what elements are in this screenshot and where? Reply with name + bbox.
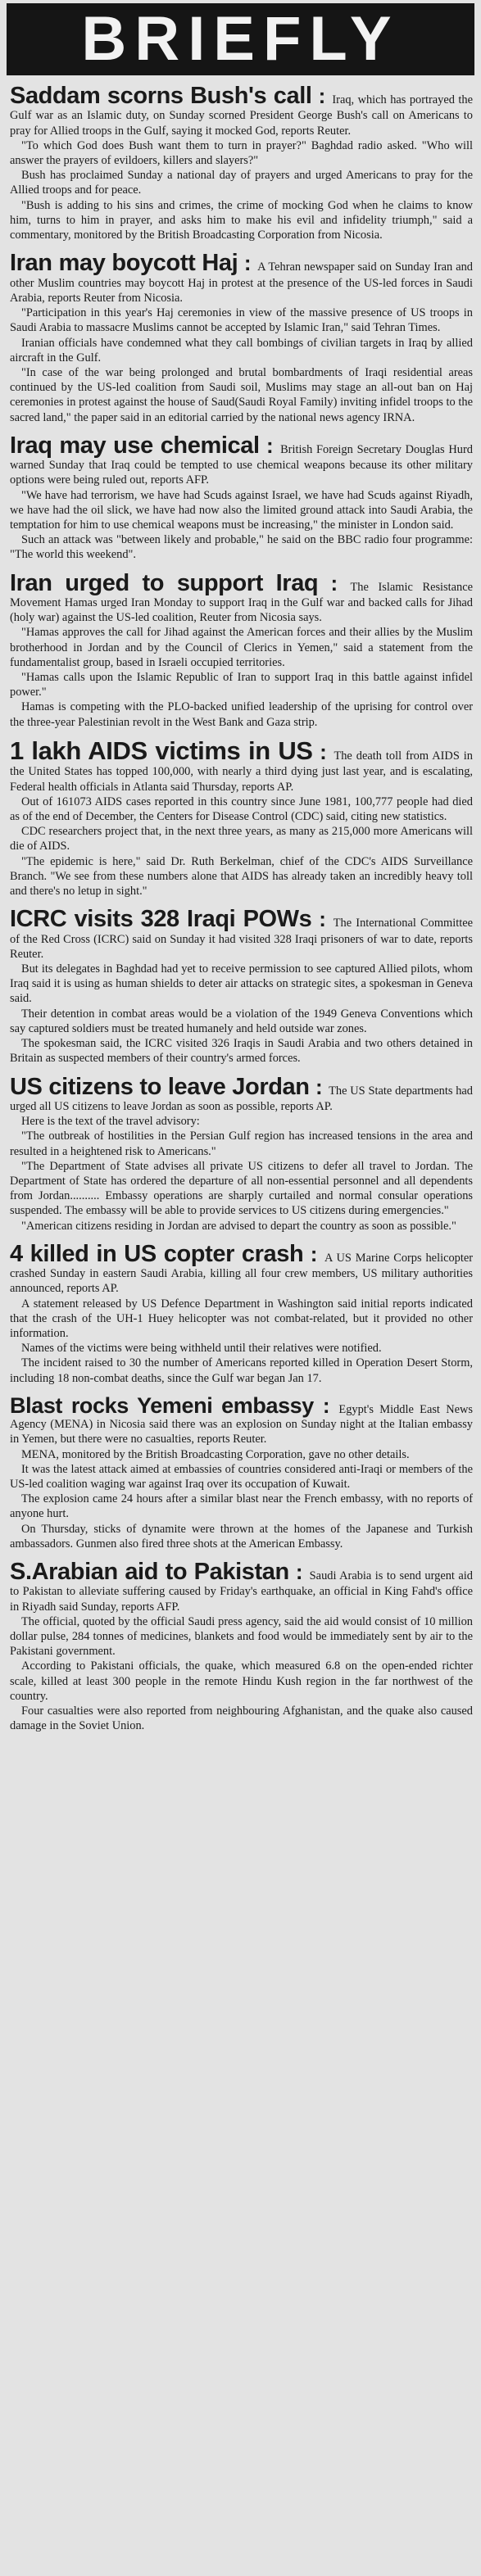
brief-paragraph: The official, quoted by the official Saudi press agency, said the aid would consist of 10 million dollar pulse, 284 tonnes of medicines, blankets and food would be immediately sent by air to the Pakistani government. bbox=[10, 1614, 473, 1659]
headline-colon: : bbox=[309, 1074, 329, 1099]
brief-paragraph: Four casualties were also reported from neighbouring Afghanistan, and the quake also caused damage in the Soviet Union. bbox=[10, 1705, 473, 1733]
brief-paragraph: It was the latest attack aimed at embassies of countries considered anti-Iraqi or members of the US-led coalition waging war against Iraq over its occupation of Kuwait. bbox=[10, 1462, 473, 1491]
headline-colon: : bbox=[311, 907, 334, 932]
brief-paragraph: CDC researchers project that, in the next three years, as many as 215,000 more Americans will die of AIDS. bbox=[10, 825, 473, 853]
brief-paragraph: On Thursday, sticks of dynamite were thrown at the homes of the Japanese and Turkish ambassadors. Gunmen also fired three shots at the American Embassy. bbox=[10, 1522, 473, 1551]
brief-paragraph: Hamas is competing with the PLO-backed unified leadership of the uprising for control over the three-year Palestinian revolt in the West Bank and Gaza strip. bbox=[10, 700, 473, 729]
brief-headline: 4 killed in US copter crash bbox=[10, 1240, 304, 1267]
brief-headline: US citizens to leave Jordan bbox=[10, 1073, 310, 1100]
briefs-column bbox=[0, 84, 481, 1733]
brief-paragraph: Such an attack was "between likely and probable," he said on the BBC radio four programme: "The world this weekend". bbox=[10, 533, 473, 562]
headline-colon: : bbox=[259, 432, 281, 458]
brief-lead-text: A US Marine Corps helicopter crashed Sunday in eastern Saudi Arabia, killing all four crew members, US military authorities announced, reports AP. bbox=[10, 1251, 474, 1296]
brief-lead-paragraph bbox=[10, 1242, 473, 1297]
brief-paragraph: The incident raised to 30 the number of Americans reported killed in Operation Desert Storm, including 18 non-combat deaths, since the Gulf war began Jan 17. bbox=[10, 1356, 473, 1385]
brief-paragraph: According to Pakistani officials, the quake, which measured 6.8 on the open-ended richter scale, killed at least 300 people in the remote Hindu Kush region in the far northwest of the country. bbox=[10, 1659, 473, 1703]
brief-headline: ICRC visits 328 Iraqi POWs bbox=[10, 906, 312, 933]
headline-colon: : bbox=[318, 570, 351, 595]
news-brief-saddam bbox=[10, 84, 473, 242]
news-brief-iran-support bbox=[10, 571, 473, 730]
headline-colon: : bbox=[313, 1392, 339, 1418]
headline-colon: : bbox=[288, 1560, 310, 1584]
brief-lead-text: Iraq, which has portrayed the Gulf war as an Islamic duty, on Sunday scorned President George Bush's call on Americans to pray for Allied troops in the Gulf, saying it mocked God, reports Reuter. bbox=[10, 93, 473, 138]
brief-paragraph: Out of 161073 AIDS cases reported in this country since June 1981, 100,777 people had died as of the end of December, the Centers for Disease Control (CDC) said, citing new statistics. bbox=[10, 795, 473, 824]
brief-lead-text: A Tehran newspaper said on Sunday Iran and other Muslim countries may boycott Haj in protest at the presence of the US-led forces in Saudi Arabia, reports Reuter from Nicosia. bbox=[10, 260, 473, 305]
headline-colon: : bbox=[303, 1241, 324, 1266]
brief-lead-paragraph bbox=[10, 738, 473, 795]
brief-paragraph: "Hamas calls upon the Islamic Republic of Iran to support Iraq in this battle against infidel power." bbox=[10, 671, 473, 699]
brief-lead-text: The Islamic Resistance Movement Hamas urged Iran Monday to support Iraq in the Gulf war and backed calls for Jihad (holy war) against the US-led coalition, Reuter from Nicosia says. bbox=[10, 580, 474, 625]
brief-lead-paragraph bbox=[10, 1560, 473, 1614]
brief-lead-paragraph bbox=[10, 84, 473, 138]
brief-lead-text: The US State departments had urged all US citizens to leave Jordan as soon as possible, reports AP. bbox=[10, 1084, 474, 1113]
headline-colon: : bbox=[311, 84, 333, 108]
briefly-masthead: BRIEFLY bbox=[7, 3, 474, 75]
brief-paragraph: "The Department of State advises all private US citizens to defer all travel to Jordan. The Department of State has ordered the departure of all non-essential personnel and all dependents from Jordan.......... Embassy operations are sharply curtailed and normal consular operations suspended. The embassy will be able to provide services to US citizens during emergencies." bbox=[10, 1159, 473, 1218]
news-brief-icrc bbox=[10, 907, 473, 1066]
brief-paragraph: The explosion came 24 hours after a similar blast near the French embassy, with no reports of anyone hurt. bbox=[10, 1492, 473, 1521]
brief-paragraph: MENA, monitored by the British Broadcasting Corporation, gave no other details. bbox=[21, 1447, 410, 1461]
brief-paragraph: Names of the victims were being withheld until their relatives were notified. bbox=[21, 1342, 382, 1356]
news-brief-copter bbox=[10, 1242, 473, 1386]
brief-lead-paragraph bbox=[10, 1394, 473, 1447]
brief-paragraph: "Participation in this year's Haj ceremonies in view of the massive presence of US troops in Saudi Arabia to massacre Muslims cannot be accepted by Islamic Iran," said Tehran Times. bbox=[10, 306, 473, 335]
brief-headline: Iran urged to support Iraq bbox=[10, 569, 319, 596]
brief-headline: Blast rocks Yemeni embassy bbox=[10, 1392, 314, 1418]
news-brief-aids bbox=[10, 738, 473, 899]
brief-headline: Saddam scorns Bush's call bbox=[10, 83, 312, 109]
brief-headline: Iraq may use chemical bbox=[10, 432, 260, 459]
brief-lead-paragraph bbox=[10, 1075, 473, 1115]
brief-headline: 1 lakh AIDS victims in US bbox=[10, 736, 313, 765]
brief-paragraph: Iranian officials have condemned what they call bombings of civilian targets in Iraq by allied aircraft in the Gulf. bbox=[10, 336, 473, 364]
news-brief-yemen bbox=[10, 1394, 473, 1551]
brief-lead-text: The death toll from AIDS in the United States has topped 100,000, with nearly a third dying just last year, and is escalating, Federal health officials in Atlanta said Thursday, reports AP. bbox=[10, 749, 473, 794]
brief-lead-paragraph bbox=[10, 251, 473, 306]
brief-paragraph: "The outbreak of hostilities in the Persian Gulf region has increased tensions in the area and resulted in a heightened risk to Americans." bbox=[10, 1130, 473, 1158]
headline-colon: : bbox=[312, 739, 334, 764]
brief-lead-text: Egypt's Middle East News Agency (MENA) in Nicosia said there was an explosion on Sunday night at the Italian embassy in Yemen, but there were no casualties, reports Reuter. bbox=[10, 1402, 473, 1446]
brief-paragraph: "American citizens residing in Jordan are advised to depart the country as soon as possible." bbox=[21, 1219, 456, 1233]
news-brief-chemical bbox=[10, 433, 473, 563]
brief-lead-paragraph bbox=[10, 907, 473, 962]
brief-paragraph: Their detention in combat areas would be a violation of the 1949 Geneva Conventions which say captured soldiers must be treated humanely and held outside war zones. bbox=[10, 1007, 473, 1035]
brief-paragraph: Here is the text of the travel advisory: bbox=[21, 1115, 200, 1129]
brief-paragraph: "To which God does Bush want them to turn in prayer?" Baghdad radio asked. "Who will answer the prayers of evildoers, killers and slayers?" bbox=[10, 138, 473, 168]
brief-lead-text: The International Committee of the Red Cross (ICRC) said on Sunday it had visited 328 Iraqi prisoners of war to date, reports Reuter. bbox=[10, 917, 473, 961]
news-brief-iran bbox=[10, 251, 473, 424]
brief-paragraph: But its delegates in Baghdad had yet to receive permission to see captured Allied pilots, whom Iraq said it is using as human shields to deter air attacks on strategic sites, a spokesman in Geneva said. bbox=[10, 962, 473, 1006]
brief-lead-text: British Foreign Secretary Douglas Hurd warned Sunday that Iraq could be tempted to use chemical weapons because its other military options were being ruled out, reports AFP. bbox=[10, 442, 473, 487]
brief-lead-text: Saudi Arabia is to send urgent aid to Pakistan to alleviate suffering caused by Friday's earthquake, an official in King Fahd's office in Riyadh said Sunday, reports AFP. bbox=[10, 1569, 473, 1614]
brief-lead-paragraph bbox=[10, 571, 473, 626]
news-brief-jordan bbox=[10, 1075, 473, 1234]
brief-paragraph: "We have had terrorism, we have had Scuds against Israel, we have had Scuds against Riyadh, we have had the oil slick, we have had now also the limited ground attack into Saudi Arabia, the temptation for him to use chemical weapons must be increasing," the minister in London said. bbox=[10, 488, 473, 532]
brief-headline: Iran may boycott Haj bbox=[10, 250, 238, 277]
brief-headline: S.Arabian aid to Pakistan bbox=[10, 1559, 289, 1585]
headline-colon: : bbox=[238, 251, 258, 276]
brief-paragraph: Bush has proclaimed Sunday a national day of prayers and urged Americans to pray for the Allied troops and for peace. bbox=[10, 169, 473, 197]
brief-paragraph: "Hamas approves the call for Jihad against the American forces and their allies by the Muslim brotherhood in Jordan and by the Council of Clerics in Yemen," said a statement from the fundamentalist group, based in Israeli occupied territories. bbox=[10, 626, 473, 669]
brief-paragraph: A statement released by US Defence Department in Washington said initial reports indicated that the crash of the UH-1 Huey helicopter was not combat-related, but it provided no other information. bbox=[10, 1297, 473, 1341]
brief-paragraph: "In case of the war being prolonged and brutal bombardments of Iraqi residential areas continued by the US-led coalition from Saudi soil, Muslims may stage an all-out ban on Haj ceremonies in protest against the house of Saud(Saudi Royal Family) inviting infidel troops to the sacred land," the paper said in an editorial carried by the national news agency IRNA. bbox=[10, 365, 473, 424]
news-brief-pakistan bbox=[10, 1560, 473, 1733]
brief-paragraph: "Bush is adding to his sins and crimes, the crime of mocking God when he claims to know him, turns to him in prayer, and asks him to make his evil and infidelity triumph," said a commentary, monitored by the British Broadcasting Corporation from Nicosia. bbox=[10, 198, 473, 242]
brief-paragraph: The spokesman said, the ICRC visited 326 Iraqis in Saudi Arabia and two others detained in Britain as suspected members of their country's armed forces. bbox=[10, 1037, 473, 1066]
brief-paragraph: "The epidemic is here," said Dr. Ruth Berkelman, chief of the CDC's AIDS Surveillance Branch. "We see from these numbers alone that AIDS has already taken an incredibly heavy toll and there's no letup in sight." bbox=[10, 854, 473, 899]
brief-lead-paragraph bbox=[10, 433, 473, 488]
